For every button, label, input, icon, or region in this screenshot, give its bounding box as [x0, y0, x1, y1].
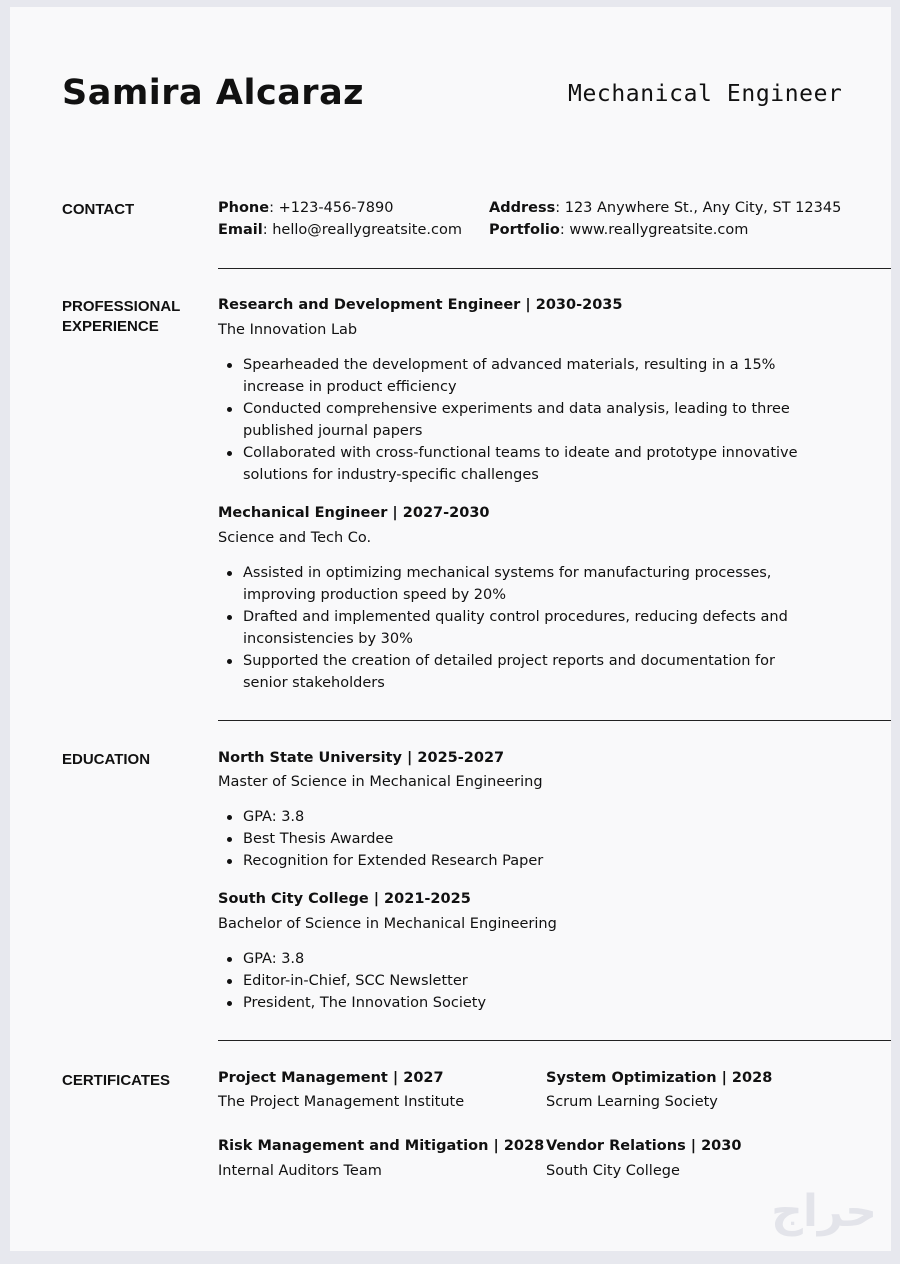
phone-value: : +123-456-7890 — [269, 200, 394, 216]
certificate-heading: Vendor Relations | 2030 — [546, 1138, 742, 1154]
resume-page — [10, 7, 891, 1251]
certificate-heading: Risk Management and Mitigation | 2028 — [218, 1138, 545, 1154]
list-item: GPA: 3.8 — [218, 806, 823, 828]
certificate-issuer: South City College — [546, 1163, 680, 1179]
job-title: Mechanical Engineer — [568, 81, 843, 107]
certificate-issuer: The Project Management Institute — [218, 1094, 465, 1110]
list-item: Supported the creation of detailed project reports and documentation for senior stakeholders — [218, 650, 823, 694]
haraj-watermark: حراج — [771, 1186, 877, 1237]
email-value: : hello@reallygreatsite.com — [262, 222, 462, 238]
list-item: Collaborated with cross-functional teams to ideate and prototype innovative solutions for industry-specific challenges — [218, 442, 823, 486]
education-bullet-list — [218, 948, 823, 1014]
job-organization: The Innovation Lab — [218, 322, 358, 338]
list-item: Recognition for Extended Research Paper — [218, 850, 823, 872]
candidate-name: Samira Alcaraz — [62, 73, 365, 113]
section-divider — [218, 268, 891, 269]
education-section-label: EDUCATION — [62, 751, 151, 768]
email-key: Email — [218, 222, 263, 238]
list-item: Editor-in-Chief, SCC Newsletter — [218, 970, 823, 992]
certificate-issuer: Scrum Learning Society — [546, 1094, 718, 1110]
education-bullet-list — [218, 806, 823, 872]
list-item: President, The Innovation Society — [218, 992, 823, 1014]
school-heading: South City College | 2021-2025 — [218, 891, 471, 907]
list-item: Drafted and implemented quality control procedures, reducing defects and inconsistencies by 30% — [218, 606, 823, 650]
section-divider — [218, 720, 891, 721]
list-item: Spearheaded the development of advanced materials, resulting in a 15% increase in product efficiency — [218, 354, 823, 398]
list-item: GPA: 3.8 — [218, 948, 823, 970]
list-item: Assisted in optimizing mechanical systems for manufacturing processes, improving production speed by 20% — [218, 562, 823, 606]
certificate-heading: Project Management | 2027 — [218, 1070, 444, 1086]
address-key: Address — [489, 200, 556, 216]
list-item: Best Thesis Awardee — [218, 828, 823, 850]
certificates-section-label: CERTIFICATES — [62, 1072, 171, 1089]
section-divider — [218, 1040, 891, 1041]
job-heading: Research and Development Engineer | 2030-2035 — [218, 297, 623, 313]
job-organization: Science and Tech Co. — [218, 530, 372, 546]
contact-phone — [218, 197, 393, 219]
degree: Master of Science in Mechanical Engineering — [218, 774, 543, 790]
address-value: : 123 Anywhere St., Any City, ST 12345 — [555, 200, 842, 216]
job-heading: Mechanical Engineer | 2027-2030 — [218, 505, 490, 521]
phone-key: Phone — [218, 200, 270, 216]
experience-section-label — [62, 297, 202, 337]
contact-portfolio — [489, 219, 748, 241]
contact-address — [489, 197, 841, 219]
experience-label-line1: PROFESSIONAL — [62, 298, 181, 315]
contact-section-label: CONTACT — [62, 201, 135, 218]
portfolio-value: : www.reallygreatsite.com — [559, 222, 749, 238]
portfolio-key: Portfolio — [489, 222, 560, 238]
list-item: Conducted comprehensive experiments and data analysis, leading to three published journal papers — [218, 398, 823, 442]
certificate-heading: System Optimization | 2028 — [546, 1070, 773, 1086]
job-bullet-list — [218, 354, 823, 486]
certificate-issuer: Internal Auditors Team — [218, 1163, 382, 1179]
school-heading: North State University | 2025-2027 — [218, 750, 505, 766]
job-bullet-list — [218, 562, 823, 694]
degree: Bachelor of Science in Mechanical Engineering — [218, 916, 557, 932]
experience-label-line2: EXPERIENCE — [62, 318, 159, 335]
contact-email — [218, 219, 462, 241]
